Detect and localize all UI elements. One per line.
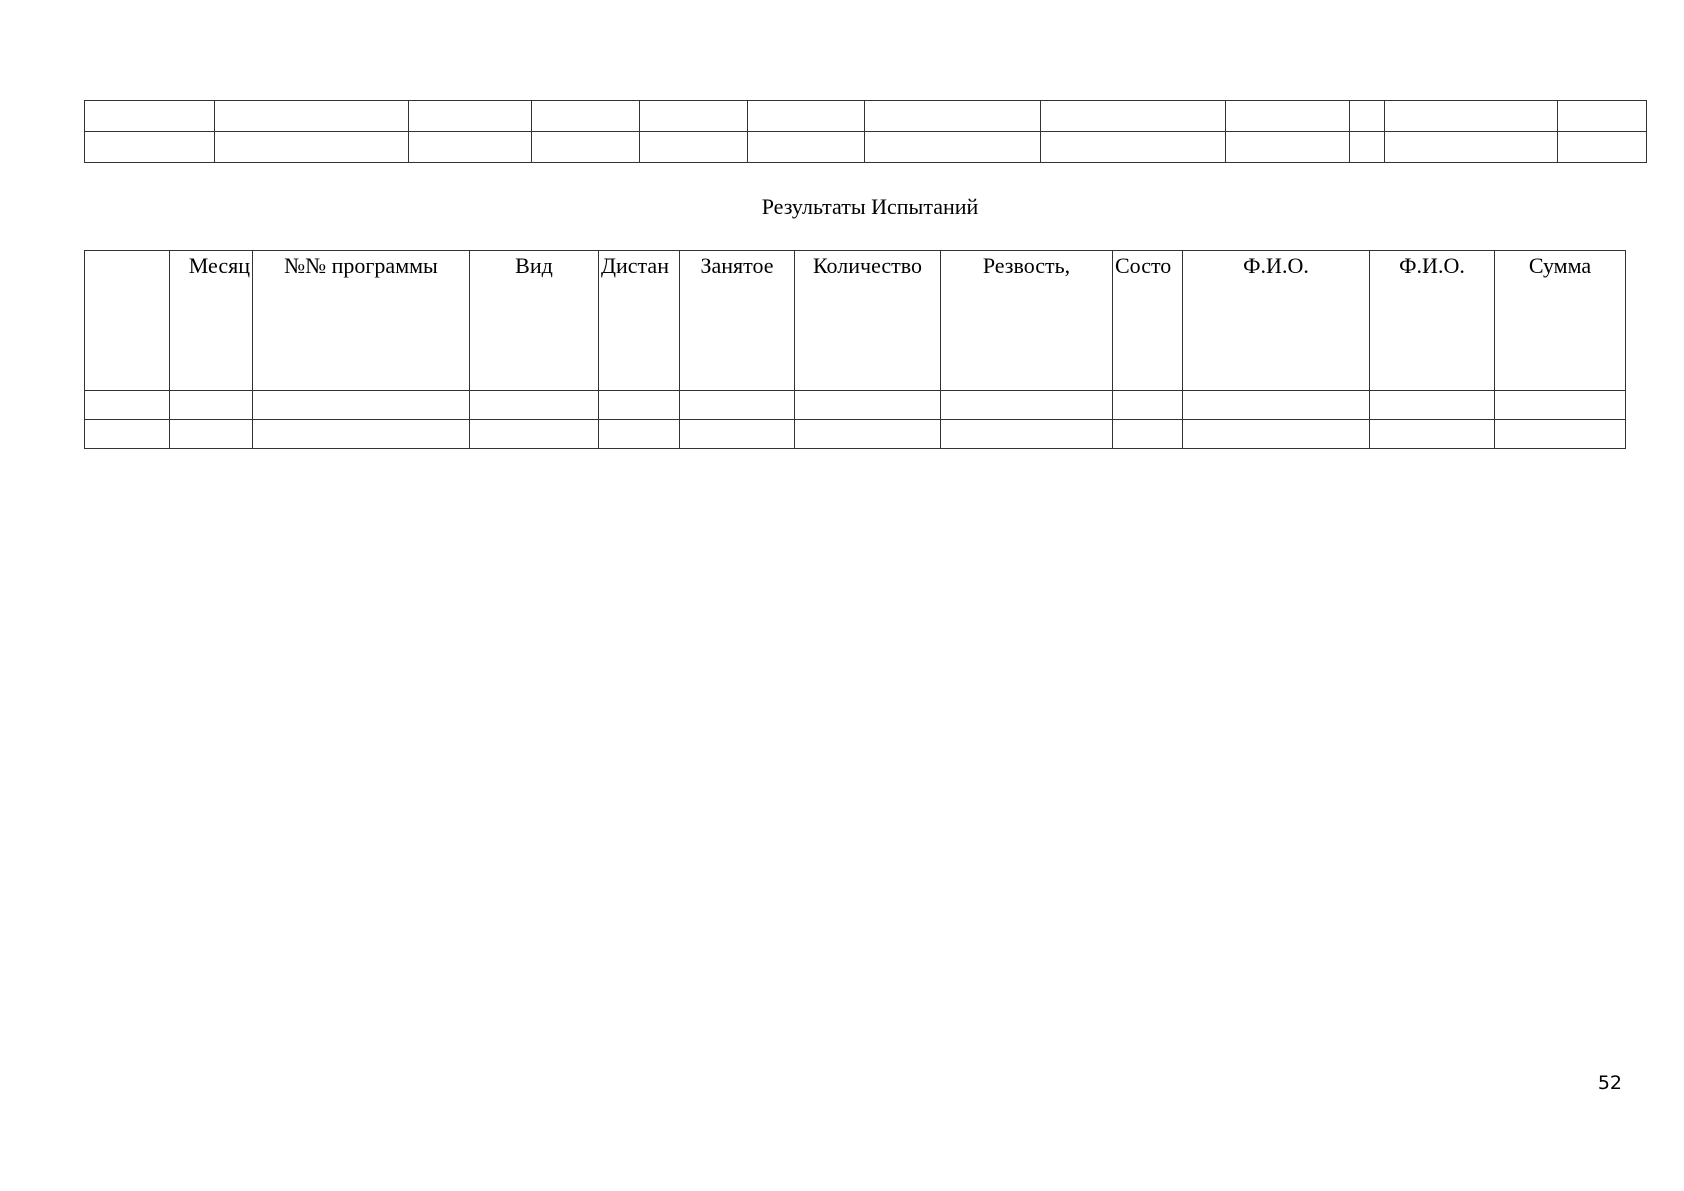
top-table <box>84 100 1647 163</box>
results-table-cell <box>680 420 795 449</box>
top-table-cell <box>640 132 748 163</box>
header-cell-quantity: Количество <box>795 251 941 391</box>
top-table-cell <box>215 132 409 163</box>
results-table-cell <box>85 391 170 420</box>
results-table-cell <box>1113 391 1183 420</box>
results-table-cell <box>1113 420 1183 449</box>
header-cell-blank <box>85 251 170 391</box>
top-table-cell <box>865 101 1041 132</box>
top-table-cell <box>865 132 1041 163</box>
top-table-cell <box>748 101 865 132</box>
top-table-cell <box>1041 101 1226 132</box>
top-table-body <box>85 101 1647 163</box>
results-table-cell <box>1370 391 1495 420</box>
top-table-cell <box>85 101 215 132</box>
results-table <box>84 250 1626 449</box>
results-table-cell <box>680 391 795 420</box>
results-table-cell <box>170 391 253 420</box>
results-table-cell <box>170 420 253 449</box>
results-table-cell <box>599 420 680 449</box>
results-header-row <box>85 251 1626 391</box>
header-cell-fio-1: Ф.И.О. <box>1183 251 1370 391</box>
header-cell-distance: Дистан <box>599 251 680 391</box>
results-table-cell <box>85 420 170 449</box>
results-table-cell <box>1183 391 1370 420</box>
results-table-body <box>85 391 1626 449</box>
results-table-cell <box>253 420 470 449</box>
results-table-cell <box>1495 391 1626 420</box>
results-table-cell <box>1183 420 1370 449</box>
top-table-cell <box>1558 101 1647 132</box>
top-table-cell <box>409 132 532 163</box>
top-table-cell <box>532 132 640 163</box>
top-table-cell <box>1226 132 1350 163</box>
top-table-cell <box>1558 132 1647 163</box>
results-table-cell <box>795 391 941 420</box>
results-table-cell <box>795 420 941 449</box>
top-table-cell <box>748 132 865 163</box>
header-cell-month: Месяц <box>170 251 253 391</box>
results-table-cell <box>470 391 599 420</box>
results-table-cell <box>599 391 680 420</box>
page-number: 52 <box>1597 1072 1622 1094</box>
top-table-cell <box>409 101 532 132</box>
top-table-row <box>85 132 1647 163</box>
header-cell-sum: Сумма <box>1495 251 1626 391</box>
results-table-cell <box>941 420 1113 449</box>
top-table-cell <box>532 101 640 132</box>
top-table-cell <box>215 101 409 132</box>
top-table-row <box>85 101 1647 132</box>
top-table-cell <box>640 101 748 132</box>
header-cell-speed: Резвость, <box>941 251 1113 391</box>
results-table-cell <box>941 391 1113 420</box>
header-cell-program-number: №№ программы <box>253 251 470 391</box>
top-table-cell <box>1350 132 1385 163</box>
top-table-cell <box>1385 101 1558 132</box>
section-title: Результаты Испытаний <box>761 194 979 219</box>
results-table-row <box>85 420 1626 449</box>
results-table-row <box>85 391 1626 420</box>
top-table-cell <box>1226 101 1350 132</box>
top-table-cell <box>1041 132 1226 163</box>
header-cell-fio-2: Ф.И.О. <box>1370 251 1495 391</box>
results-table-cell <box>253 391 470 420</box>
results-table-cell <box>1370 420 1495 449</box>
header-cell-type: Вид <box>470 251 599 391</box>
header-cell-place: Занятое <box>680 251 795 391</box>
header-cell-condition: Состо <box>1113 251 1183 391</box>
top-table-cell <box>1350 101 1385 132</box>
results-table-cell <box>1495 420 1626 449</box>
top-table-cell <box>1385 132 1558 163</box>
results-table-cell <box>470 420 599 449</box>
top-table-cell <box>85 132 215 163</box>
